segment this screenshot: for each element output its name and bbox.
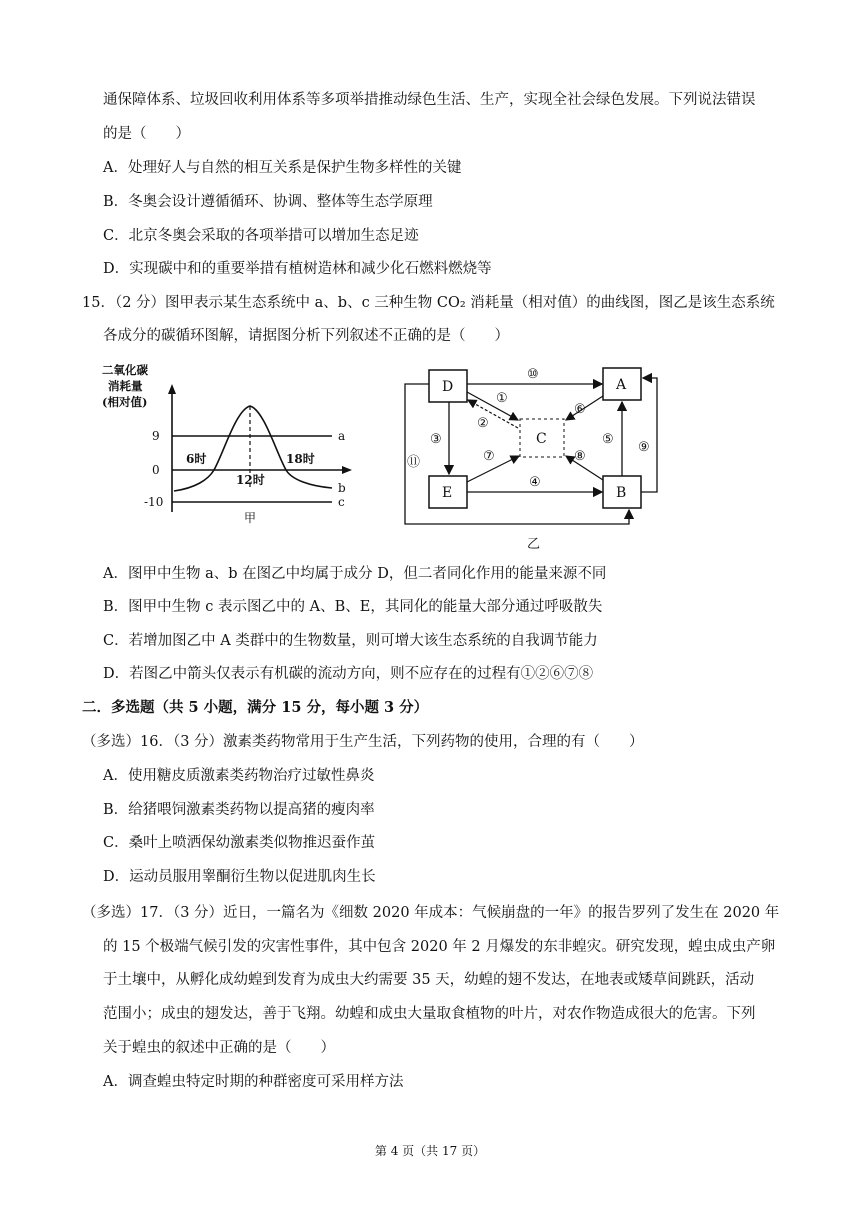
fig-jia-ylabel-line2: 消耗量 [108,379,143,393]
fig-jia-y-axis-arrow [168,384,176,394]
q15-option-c: C．若增加图乙中 A 类群中的生物数量，则可增大该生态系统的自我调节能力 [103,633,598,649]
figure-jia-graph [100,362,360,532]
q14-option-b: B．冬奥会设计遵循循环、协调、整体等生态学原理 [103,194,433,210]
q14-stem-line1: 通保障体系、垃圾回收利用体系等多项举措推动绿色生活、生产，实现全社会绿色发展。下列说法错误 [103,92,756,108]
q17-stem-line1: （多选）17．（3 分）近日，一篇名为《细数 2020 年成本：气候崩盘的一年》的报告罗列了发生在 2020 年 [82,905,780,921]
fig-jia-ytick-neg10: -10 [144,495,164,509]
q17-stem-line2: 的 15 个极端气候引发的灾害性事件，其中包含 2020 年 2 月爆发的东非蝗灾。研究发现，蝗虫成虫产卵 [103,939,776,955]
fig-yi-node-d: D [442,379,454,395]
q14-option-c: C．北京冬奥会采取的各项举措可以增加生态足迹 [103,228,419,244]
fig-yi-label-2: ② [477,416,489,431]
fig-jia-label-6h: 6时 [186,452,207,466]
fig-jia-x-axis-arrow [342,466,352,474]
fig-yi-label-11: ⑪ [407,455,421,470]
q15-stem-line2: 各成分的碳循环图解，请据图分析下列叙述不正确的是（ ） [103,328,509,344]
fig-yi-arrow-1 [467,392,518,420]
q16-option-a: A．使用糖皮质激素类药物治疗过敏性鼻炎 [103,768,375,784]
fig-yi-caption: 乙 [527,537,541,552]
fig-jia-label-a: a [338,429,346,443]
fig-yi-arrow-2 [468,400,518,428]
fig-jia-ylabel-line1: 二氧化碳 [102,363,148,377]
fig-yi-label-5: ⑤ [602,432,614,447]
q16-option-d: D．运动员服用睾酮衍生物以促进肌肉生长 [103,869,376,885]
fig-yi-label-7: ⑦ [483,449,495,464]
q14-option-a: A．处理好人与自然的相互关系是保护生物多样性的关键 [103,160,462,176]
fig-yi-label-1: ① [496,391,508,406]
page-footer: 第 4 页（共 17 页） [374,1144,486,1158]
fig-jia-label-18h: 18时 [286,452,315,466]
q15-option-b: B．图甲中生物 c 表示图乙中的 A、B、E，其同化的能量大部分通过呼吸散失 [103,599,603,615]
q16-option-c: C．桑叶上喷洒保幼激素类似物推迟蚕作茧 [103,835,376,851]
section2-heading: 二．多选题（共 5 小题，满分 15 分，每小题 3 分） [82,699,429,716]
q16-option-b: B．给猪喂饲激素类药物以提高猪的瘦肉率 [103,802,375,818]
fig-jia-caption: 甲 [244,511,257,525]
q17-stem-line4: 范围小；成虫的翅发达，善于飞翔。幼蝗和成虫大量取食植物的叶片，对农作物造成很大的危害。下列 [103,1006,756,1022]
fig-yi-label-6: ⑥ [574,402,586,417]
fig-yi-label-10: ⑩ [527,367,539,382]
fig-jia-label-b: b [338,481,346,495]
fig-yi-node-c: C [536,431,547,447]
q17-option-a: A．调查蝗虫特定时期的种群密度可采用样方法 [103,1074,404,1090]
q15-option-d: D．若图乙中箭头仅表示有机碳的流动方向，则不应存在的过程有①②⑥⑦⑧ [103,666,594,682]
fig-yi-label-8: ⑧ [574,449,586,464]
fig-jia-ylabel-line3: (相对值) [102,395,148,409]
fig-jia-label-12h: 12时 [236,473,265,487]
fig-jia-ytick-9: 9 [152,429,160,443]
fig-yi-label-4: ④ [529,475,541,490]
q16-stem: （多选）16．（3 分）激素类药物常用于生产生活，下列药物的使用，合理的有（ ） [82,734,644,750]
q15-stem-line1: 15．（2 分）图甲表示某生态系统中 a、b、c 三种生物 CO₂ 消耗量（相对值）的曲线图，图乙是该生态系统 [82,295,775,311]
fig-yi-node-a: A [616,377,627,393]
fig-jia-label-c: c [338,495,345,509]
fig-yi-arrow-9 [641,378,657,492]
fig-yi-label-9: ⑨ [638,440,650,455]
q17-stem-line3: 于土壤中，从孵化成幼蝗到发育为成虫大约需要 35 天，幼蝗的翅不发达，在地表或矮草间跳跃，活动 [103,972,755,988]
fig-jia-ytick-0: 0 [152,463,160,477]
q14-stem-line2: 的是（ ） [103,126,190,142]
q15-option-a: A．图甲中生物 a、b 在图乙中均属于成分 D，但二者同化作用的能量来源不同 [103,566,607,582]
fig-yi-label-3: ③ [430,432,442,447]
fig-yi-node-e: E [442,485,453,501]
fig-yi-node-b: B [616,485,627,501]
q17-stem-line5: 关于蝗虫的叙述中正确的是（ ） [103,1040,335,1056]
q14-option-d: D．实现碳中和的重要举措有植树造林和减少化石燃料燃烧等 [103,261,492,277]
figure-yi-carbon-cycle [397,356,667,556]
